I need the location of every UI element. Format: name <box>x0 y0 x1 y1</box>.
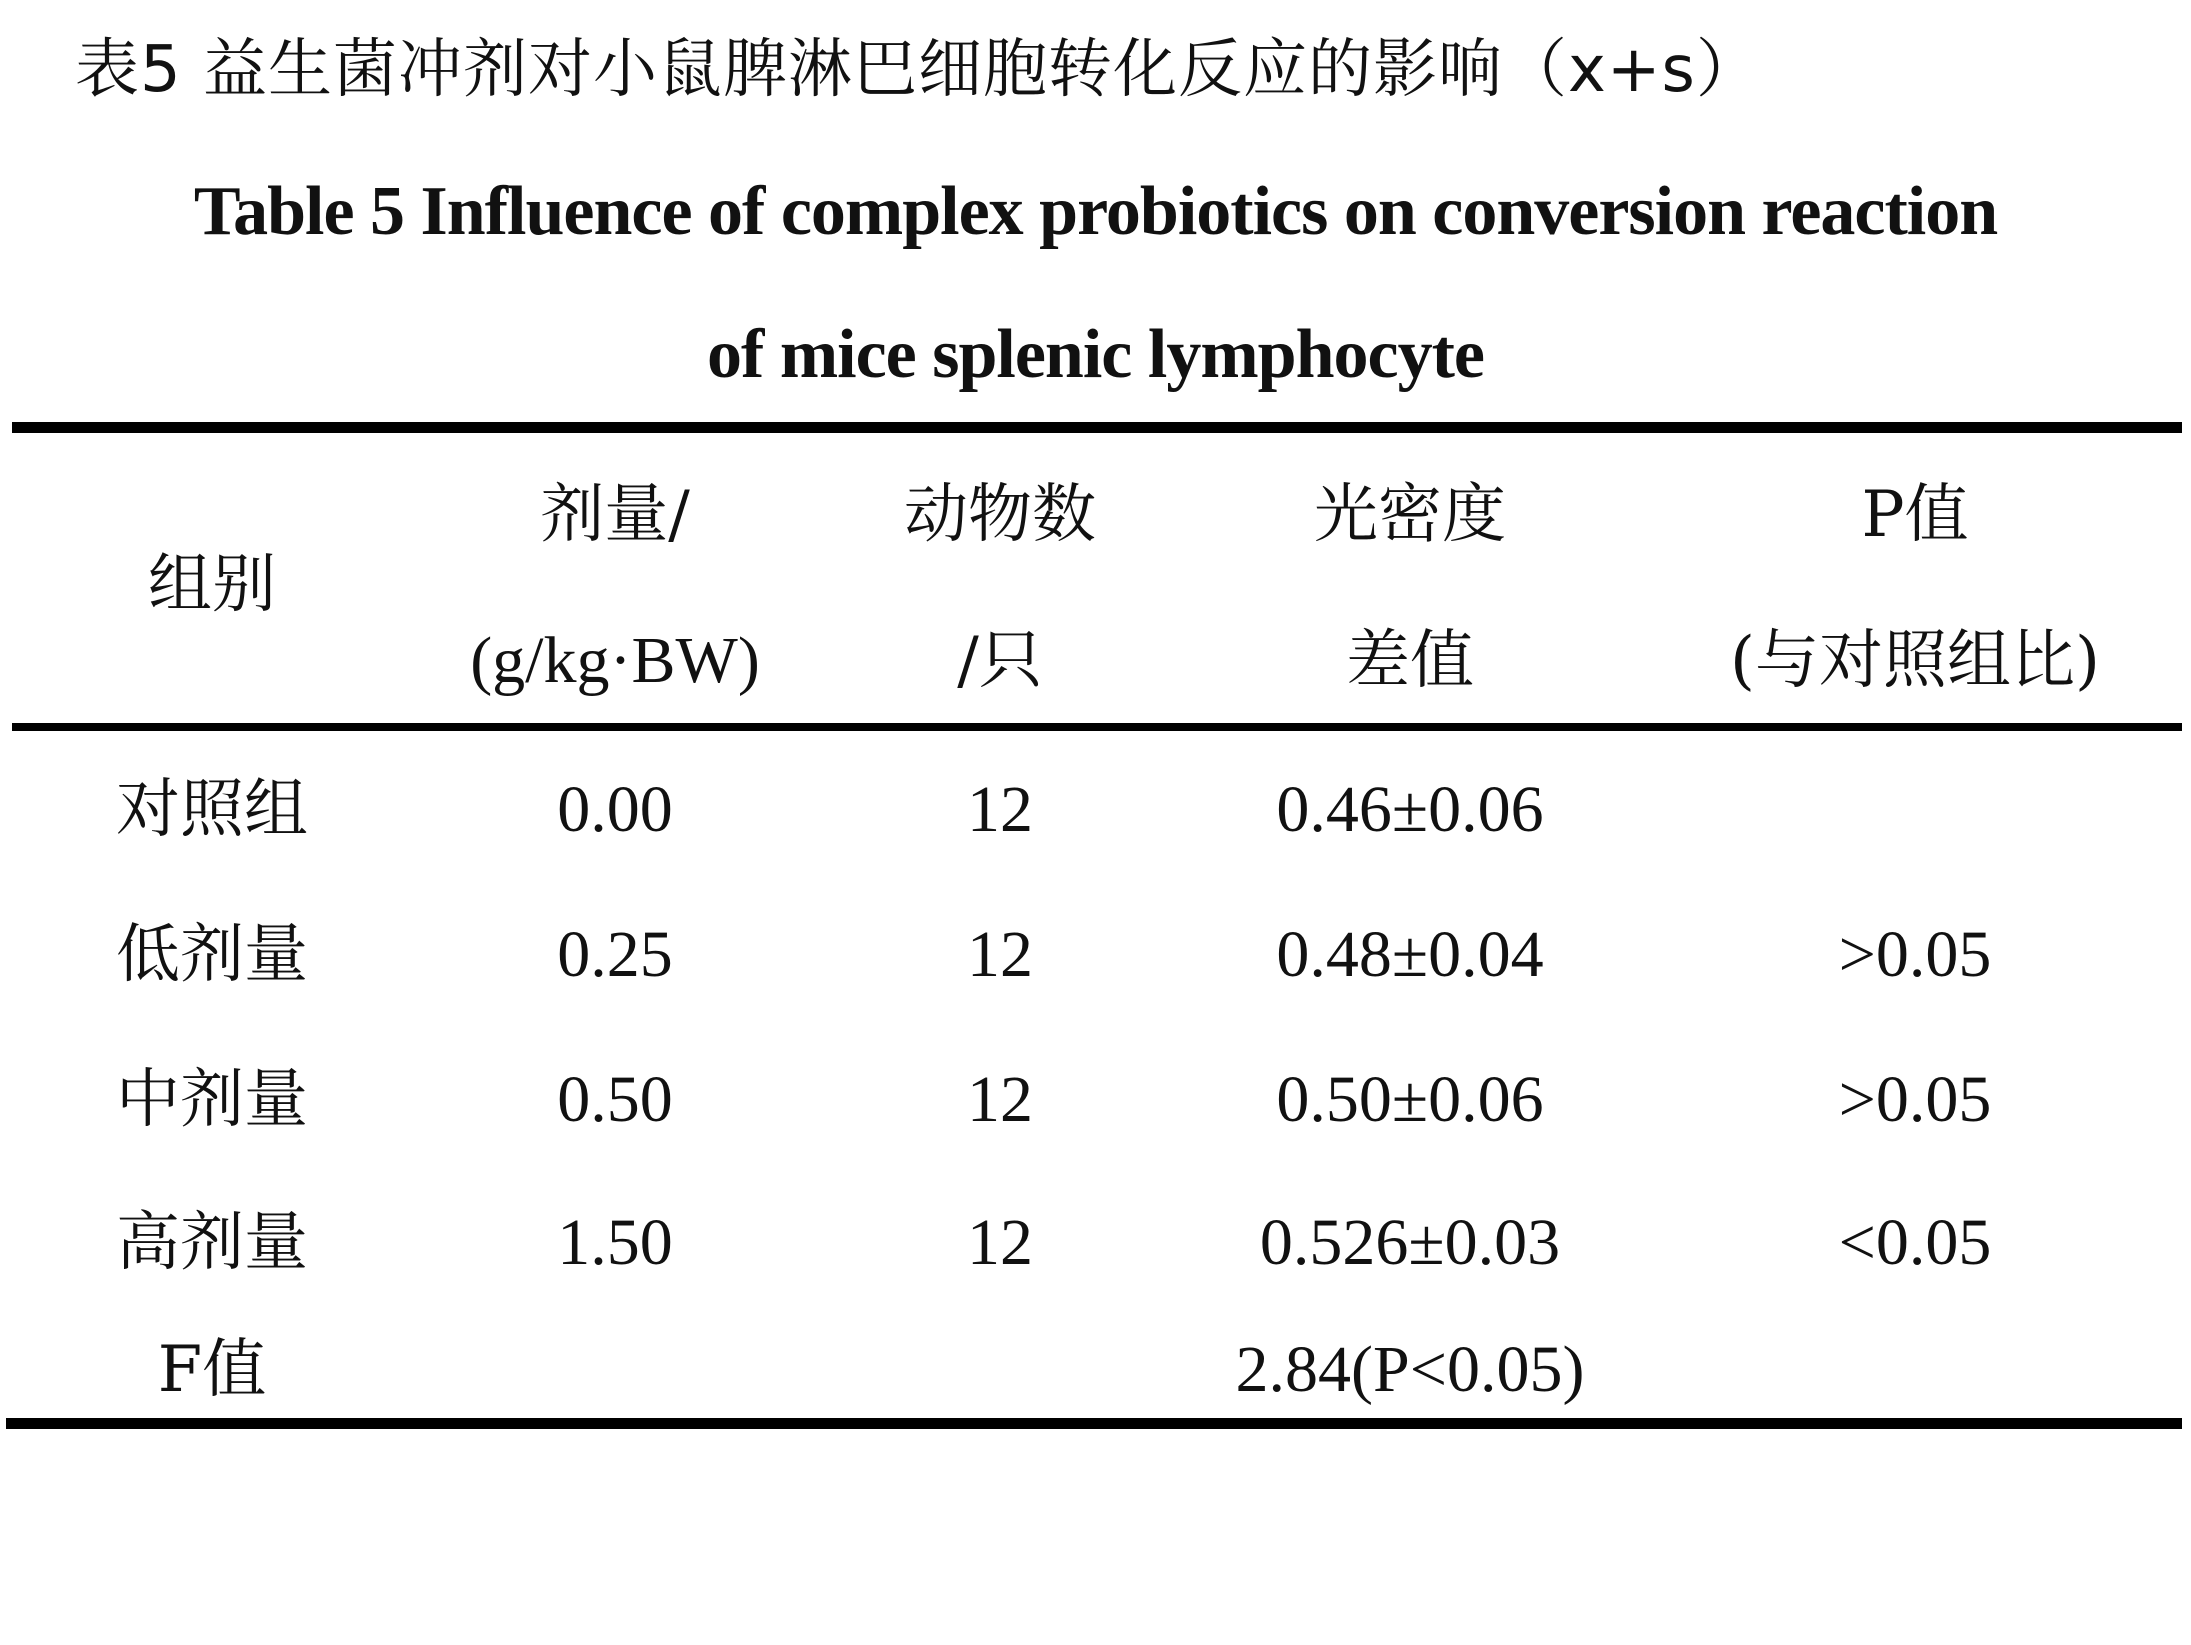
cell-group: 低剂量 <box>116 918 308 992</box>
f-value-result: 2.84(P<0.05) <box>1235 1333 1585 1406</box>
cell-group: 中剂量 <box>116 1063 308 1137</box>
cell-optical-density: 0.46±0.06 <box>1276 773 1544 846</box>
cell-optical-density: 0.526±0.03 <box>1259 1206 1561 1279</box>
cell-animals: 12 <box>967 773 1033 846</box>
cell-p-value: <0.05 <box>1838 1206 1992 1279</box>
header-optical-density-line-1: 光密度 <box>1314 478 1506 552</box>
f-value-label: F值 <box>157 1333 267 1407</box>
table-top-rule <box>12 422 2182 433</box>
table-bottom-rule <box>6 1418 2182 1429</box>
cell-animals: 12 <box>967 1063 1033 1136</box>
cell-dose: 0.00 <box>557 773 673 846</box>
table-caption-english-line-2: of mice splenic lymphocyte <box>707 316 1484 393</box>
cell-optical-density: 0.48±0.04 <box>1276 918 1544 991</box>
cell-p-value: >0.05 <box>1838 918 1992 991</box>
header-dose-line-1: 剂量/ <box>540 478 690 552</box>
header-group: 组别 <box>148 548 276 622</box>
header-animals-line-1: 动物数 <box>904 478 1096 552</box>
cell-optical-density: 0.50±0.06 <box>1276 1063 1544 1136</box>
cell-animals: 12 <box>967 1206 1033 1279</box>
header-optical-density-line-2: 差值 <box>1346 624 1474 698</box>
header-animals-line-2: /只 <box>957 624 1043 698</box>
cell-group: 高剂量 <box>116 1206 308 1280</box>
header-dose-line-2: (g/kg·BW) <box>470 624 760 697</box>
cell-dose: 0.50 <box>557 1063 673 1136</box>
cell-p-value: >0.05 <box>1838 1063 1992 1136</box>
header-p-value-line-1: P值 <box>1861 478 1969 552</box>
cell-dose: 0.25 <box>557 918 673 991</box>
table-caption-chinese: 表5 益生菌冲剂对小鼠脾淋巴细胞转化反应的影响（x+s） <box>75 33 1761 107</box>
cell-animals: 12 <box>967 918 1033 991</box>
cell-group: 对照组 <box>116 773 308 847</box>
table-header-rule <box>12 723 2182 731</box>
header-p-value-line-2: (与对照组比) <box>1730 624 2100 698</box>
cell-dose: 1.50 <box>557 1206 673 1279</box>
table-caption-english-line-1: Table 5 Influence of complex probiotics on conversion reaction <box>193 173 1998 250</box>
